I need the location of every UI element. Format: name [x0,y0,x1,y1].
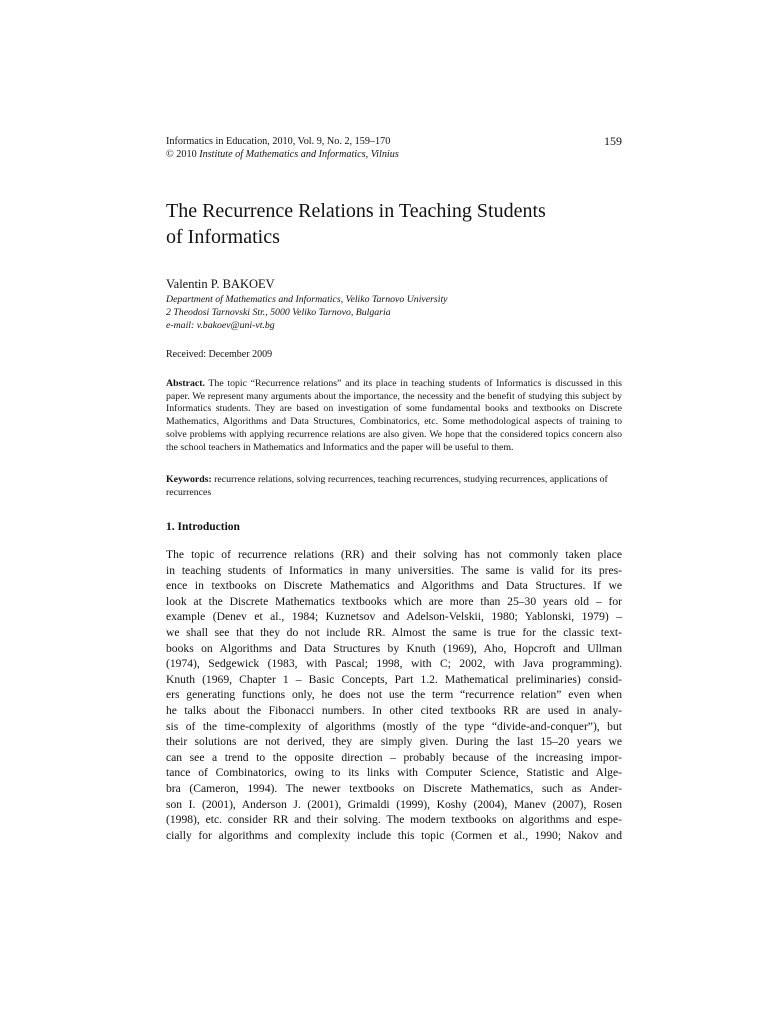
body-line: ers generating functions only, he does not use the term “recurrence relation” even when [166,688,622,702]
abstract-text: The topic “Recurrence relations” and its place in teaching students of Informatics is discussed in this paper. We represent many arguments about the importance, the necessity and the benefit of studying this subject by Informatics students. They are based on investigation of some fundamental books and textbooks on Discrete Mathematics, Algorithms and Data Structures, Combinatorics, etc. Some methodological aspects of training to solve problems with applying recurrence relations are also given. We hope that the considered topics concern also the school teachers in Mathematics and Informatics and the paper will be useful to them. [166,378,622,453]
body-line: The topic of recurrence relations (RR) and their solving has not commonly taken place [166,548,622,561]
abstract [166,378,622,454]
section-heading: 1. Introduction [166,521,240,533]
affiliation-address: 2 Theodosi Tarnovski Str., 5000 Veliko Tarnovo, Bulgaria [166,307,391,318]
body-line: can see a trend to the opposite direction – probably because of the increasing impor- [166,750,622,764]
page-number: 159 [604,134,622,148]
running-header [166,135,622,161]
body-line: in teaching students of Informatics in many universities. The same is valid for its pres- [166,563,622,577]
body-line: he talks about the Fibonacci numbers. In other cited textbooks RR are used in analy- [166,703,622,717]
received-date: Received: December 2009 [166,349,273,360]
body-line: books on Algorithms and Data Structures by Knuth (1969), Aho, Hopcroft and Ullman [166,641,622,655]
copyright-institute: Institute of Mathematics and Informatics, Vilnius [199,149,399,160]
author-name: Valentin P. BAKOEV [166,277,275,291]
copyright-line [166,148,622,161]
author-affiliation [166,293,448,332]
body-line: (1998), etc. consider RR and their solving. The modern textbooks on algorithms and espe- [166,813,622,827]
keywords [166,474,622,499]
affiliation-email: e-mail: v.bakoev@uni-vt.bg [166,320,275,331]
affiliation-department: Department of Mathematics and Informatics, Veliko Tarnovo University [166,294,448,305]
body-line: example (Denev et al., 1984; Kuznetsov and Adelson-Velskii, 1980; Yablonski, 1979) – [166,610,622,624]
body-line: son I. (2001), Anderson J. (2001), Grimaldi (1999), Koshy (2004), Manev (2007), Rosen [166,797,622,811]
journal-citation: Informatics in Education, 2010, Vol. 9, No. 2, 159–170 [166,136,391,147]
copyright-symbol: © 2010 [166,149,200,160]
body-line: look at the Discrete Mathematics textbooks which are more than 25–30 years old – for [166,594,622,608]
body-line: tance of Combinatorics, owing to its links with Computer Science, Statistic and Alge- [166,766,622,780]
body-paragraph [166,547,622,843]
keywords-label: Keywords: [166,474,212,485]
body-line: their solutions are not derived, they are simply given. During the last 15–20 years we [166,735,622,749]
paper-title-line-2: of Informatics [166,226,280,248]
body-line: sis of the time-complexity of algorithms (mostly of the type “divide-and-conquer”), but [166,719,622,733]
keywords-text: recurrence relations, solving recurrences, teaching recurrences, studying recurrences, applications of recurrences [166,474,608,498]
body-line: cially for algorithms and complexity include this topic (Cormen et al., 1990; Nakov and [166,828,622,842]
body-line: ence in textbooks on Discrete Mathematics and Algorithms and Data Structures. If we [166,579,622,593]
body-line: we shall see that they do not include RR. Almost the same is true for the classic text- [166,625,622,639]
body-line: Knuth (1969, Chapter 1 – Basic Concepts, Part 1.2. Mathematical preliminaries) consid- [166,672,622,686]
paper-title-line-1: The Recurrence Relations in Teaching Students [166,200,546,222]
body-line: bra (Cameron, 1994). The newer textbooks on Discrete Mathematics, such as Ander- [166,781,622,795]
body-line: (1974), Sedgewick (1983, with Pascal; 1998, with C; 2002, with Java programming). [166,657,622,671]
paper-title [166,198,622,250]
abstract-label: Abstract. [166,378,205,389]
